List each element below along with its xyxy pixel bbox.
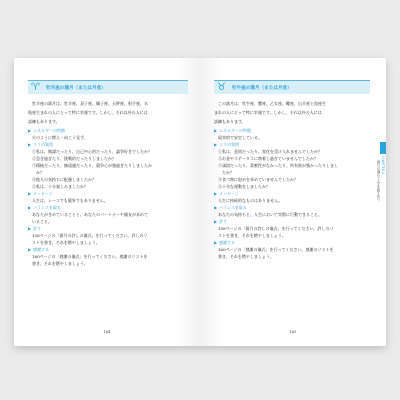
- section-line: ストを書き、それを燃やしましょう。: [218, 233, 286, 238]
- section-heading: [28, 225, 188, 232]
- section-line: 火のように燃え・向こう見ず。: [32, 135, 88, 140]
- intro-line: まれの人にとって特に幸運です。しかし、それ以外の人には: [214, 110, 322, 115]
- section-heading: [28, 204, 188, 211]
- section-heading-text: エネルギーの特徴: [33, 128, 65, 133]
- section-line: 158ページの「満月の許しの儀式」を行ってください。許しのリ: [32, 233, 148, 238]
- section-heading-text: ミラの質問: [219, 142, 239, 147]
- right-section-title: [214, 80, 370, 94]
- section-line: 160ページの「感謝の儀式」を行ってください。感謝のリストを: [218, 247, 334, 252]
- triangle-bullet-icon: ▶: [214, 142, 218, 147]
- section-heading-text: メッセージ: [33, 191, 53, 196]
- section-heading: [28, 246, 188, 253]
- section-line: 現実的で安定している。: [218, 135, 262, 140]
- section-line: いること。: [32, 219, 52, 224]
- triangle-bullet-icon: ▶: [28, 226, 32, 231]
- open-book: [14, 58, 386, 346]
- section-heading-text: バランスを取る: [219, 205, 247, 210]
- section-heading-text: メッセージ: [219, 191, 239, 196]
- section-heading: [214, 127, 370, 134]
- section-line: ③積極だったり、無遠慮だったり、競争心が強過ぎたりしましたか: [32, 163, 152, 168]
- section-heading-text: バランスを取る: [33, 205, 61, 210]
- intro-line: 試練もあります。: [214, 119, 246, 124]
- section-line: 158ページの「満月の許しの儀式」を行ってください。許しのリ: [218, 226, 334, 231]
- chapter-tab-subtitle: 満月の儀式で人生を解き放つ: [376, 160, 380, 202]
- section-line: ⑤私は、十分楽しみましたか？: [32, 184, 88, 189]
- section-line: あなたの気持ちと、人生において実際に行動できること。: [218, 212, 322, 217]
- intro-line: 牡羊座の満月は、牡羊座、双子座、獅子座、天秤座、射手座、水: [32, 101, 148, 106]
- section-heading-text: エネルギーの特徴: [219, 128, 251, 133]
- section-heading-text: 感謝する: [219, 240, 235, 245]
- left-body: [28, 100, 188, 267]
- left-section-title: [28, 80, 188, 94]
- section-line: か？: [32, 170, 44, 175]
- section-line: たか？: [218, 170, 234, 175]
- triangle-bullet-icon: ▶: [28, 247, 32, 252]
- section-heading: [214, 190, 370, 197]
- section-heading: [214, 141, 370, 148]
- triangle-bullet-icon: ▶: [214, 219, 218, 224]
- section-heading: [214, 218, 370, 225]
- section-line: ②お金やステータスに執着し過ぎていませんでしたか？: [218, 156, 318, 161]
- section-heading-text: 感謝する: [33, 247, 49, 252]
- section-line: ④他人の気持ちに配慮しましたか？: [32, 177, 96, 182]
- section-heading-text: 許す: [219, 219, 227, 224]
- section-heading: [28, 141, 188, 148]
- section-heading: [28, 190, 188, 197]
- right-page: [200, 58, 386, 346]
- section-heading-text: ミラの質問: [33, 142, 53, 147]
- chapter-tab: [380, 142, 386, 154]
- chapter-tab-label: CHAPTER 4: [381, 156, 385, 174]
- section-line: ④食べ物に慰めを求めていませんでしたか？: [218, 177, 298, 182]
- intro-line: 瓶座生まれの人にとって特に幸運です。しかし、それ以外の人には: [28, 110, 148, 115]
- section-line: 書き、それを燃やしましょう。: [218, 254, 274, 259]
- left-page-number: 164: [103, 330, 111, 334]
- section-heading: [214, 239, 370, 246]
- triangle-bullet-icon: ▶: [214, 128, 218, 133]
- triangle-bullet-icon: ▶: [214, 240, 218, 245]
- section-heading: [214, 204, 370, 211]
- triangle-bullet-icon: ▶: [214, 205, 218, 210]
- aries-icon: ♈: [31, 81, 40, 93]
- section-line: ①私は、意固だったり、変化を受け入れませんでしたか？: [218, 149, 322, 154]
- left-title-text: 牡羊座の満月（または月食）: [46, 85, 106, 91]
- triangle-bullet-icon: ▶: [28, 142, 32, 147]
- triangle-bullet-icon: ▶: [28, 128, 32, 133]
- section-line: 書き、それを燃やしましょう。: [32, 261, 88, 266]
- left-page: [14, 58, 200, 346]
- intro-line: この満月は、牡牛座、蟹座、乙女座、蠍座、山羊座と魚座生: [218, 101, 326, 106]
- section-line: ストを書き、それを燃やしましょう。: [32, 240, 100, 245]
- right-title-text: 牡牛座の満月（または月食）: [232, 85, 292, 91]
- section-line: ⑤十分な運動をしましたか？: [218, 184, 270, 189]
- right-page-content: [214, 80, 370, 260]
- section-heading-text: 許す: [33, 226, 41, 231]
- section-line: ③頑固だったり、柔軟性がなかったり、所有欲が強かったりしまし: [218, 163, 338, 168]
- taurus-icon: ♉: [217, 81, 226, 93]
- triangle-bullet-icon: ▶: [28, 205, 32, 210]
- section-line: あなたがきめていることと、あなたのパートナーや親友が求めて: [32, 212, 148, 217]
- triangle-bullet-icon: ▶: [28, 191, 32, 196]
- left-page-content: [28, 80, 188, 267]
- section-heading: [28, 127, 188, 134]
- section-line: ②急ぎ過ぎたり、挑戦的だったりしましたか？: [32, 156, 116, 161]
- section-line: 人生に持続的なものはありません。: [218, 198, 283, 203]
- triangle-bullet-icon: ▶: [214, 191, 218, 196]
- section-line: ①私は、無謀だったり、自己中心的だったり、論争好きでしたか？: [32, 149, 152, 154]
- right-page-number: 165: [289, 330, 297, 334]
- intro-line: 試練もあります。: [28, 119, 60, 124]
- right-body: [214, 100, 370, 260]
- section-line: 人生は、レースでも競争でもありません。: [32, 198, 109, 203]
- section-line: 160ページの「感謝の儀式」を行ってください。感謝のリストを: [32, 254, 148, 259]
